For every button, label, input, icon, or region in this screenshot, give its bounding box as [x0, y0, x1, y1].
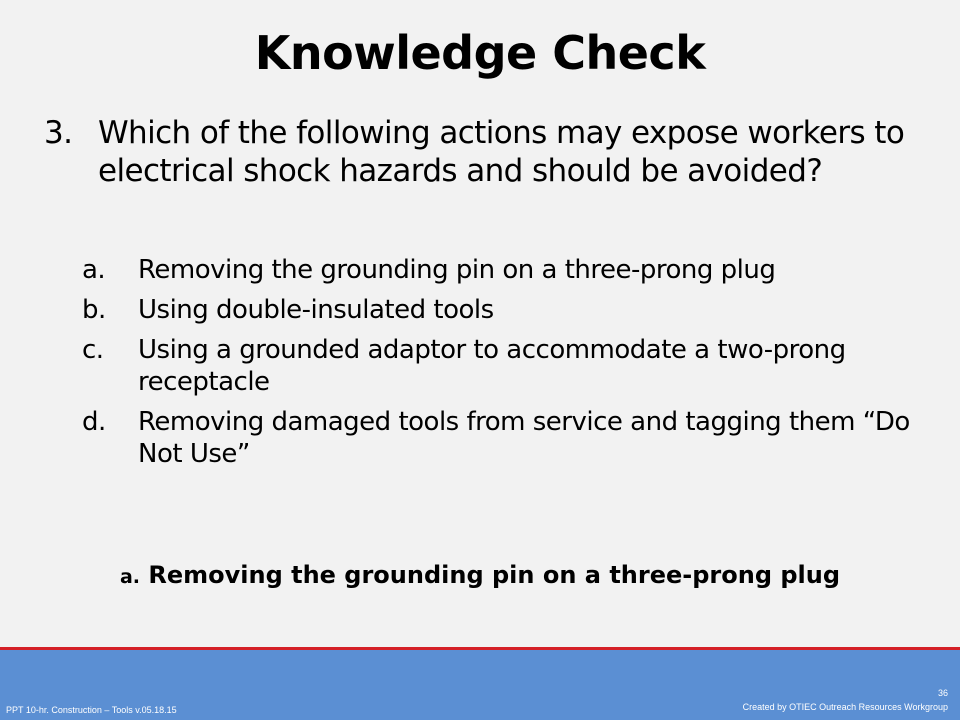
- answer-text: Removing the grounding pin on a three-prong plug: [140, 561, 841, 589]
- question-number: 3.: [44, 115, 73, 151]
- option-letter: c.: [82, 335, 104, 365]
- correct-answer: [0, 561, 960, 589]
- question-row: [44, 114, 924, 190]
- answer-options: [82, 254, 922, 478]
- option-letter: d.: [82, 407, 106, 437]
- option-letter: a.: [82, 255, 106, 285]
- option-text: Using a grounded adaptor to accommodate a two-prong receptacle: [138, 335, 846, 397]
- course-version-label: PPT 10-hr. Construction – Tools v.05.18.15: [6, 705, 177, 715]
- question-text: Which of the following actions may expose workers to electrical shock hazards and should be avoided?: [98, 115, 905, 189]
- slide-title: Knowledge Check: [254, 26, 706, 80]
- option-text: Using double-insulated tools: [138, 295, 494, 325]
- answer-letter: a.: [119, 566, 140, 588]
- option-a: [82, 254, 922, 286]
- option-text: Removing the grounding pin on a three-prong plug: [138, 255, 776, 285]
- footer-bar: [0, 650, 960, 720]
- question: [44, 114, 924, 190]
- option-d: [82, 406, 922, 470]
- option-letter: b.: [82, 295, 106, 325]
- option-b: [82, 294, 922, 326]
- option-text: Removing damaged tools from service and tagging them “Do Not Use”: [138, 407, 910, 469]
- option-c: [82, 334, 922, 398]
- page-number: 36: [937, 688, 948, 698]
- credit-label: Created by OTIEC Outreach Resources Workgroup: [742, 702, 948, 712]
